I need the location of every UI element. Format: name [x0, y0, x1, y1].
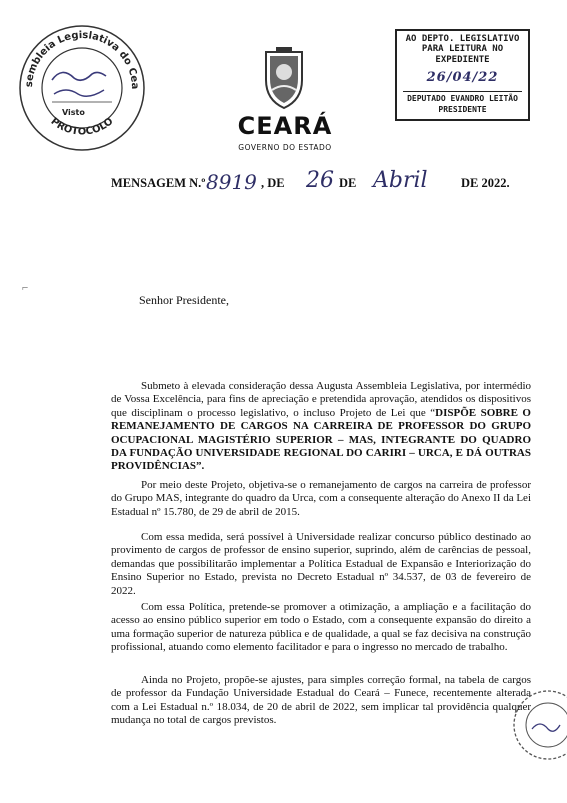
- greeting: Senhor Presidente,: [139, 293, 229, 307]
- brand-logo-text: CEARÁ: [237, 112, 333, 140]
- svg-text:PROTOCOLO: [49, 116, 116, 138]
- paragraph-1-end: ”.: [195, 460, 205, 473]
- paragraph-3: Com essa medida, será possível à Universidade realizar concurso público destinado ao provimento de cargos de professor de ensino superior, suprindo, além de carências de pessoal, demandas que possibilitarão implementar a Política Estadual de Expansão e Interiorização do Ensino Superior no Estado, prevista no Decreto Estadual nº 34.537, de 03 de fevereiro de 2022.: [111, 531, 531, 597]
- message-de-2: DE: [339, 176, 357, 190]
- message-label: MENSAGEM N.º: [111, 176, 206, 190]
- state-crest-icon: [262, 46, 306, 110]
- dispatch-stamp-date: 26/04/22: [426, 70, 499, 86]
- protocol-stamp: [16, 22, 148, 154]
- bill-title: DISPÕE SOBRE O REMANEJAMENTO DE CARGOS NA CARREIRA DE PROFESSOR DO GRUPO OCUPACIONAL MAGISTÉRIO SUPERIOR – MAS, INTEGRANTE DO QUADRO DA FUNDAÇÃO UNIVERSIDADE REGIONAL DO CARIRI – URCA, E DÁ OUTRAS PROVIDÊNCIAS: [111, 406, 531, 473]
- message-de-1: , DE: [261, 176, 285, 190]
- dispatch-stamp-line3: DEPUTADO EVANDRO LEITÃO: [407, 93, 518, 103]
- message-line: [111, 170, 531, 200]
- dispatch-stamp-line1: AO DEPTO. LEGISLATIVO: [405, 34, 520, 44]
- stamp-ring-bottom-text: PROTOCOLO: [48, 115, 116, 138]
- dispatch-stamp-line4: PRESIDENTE: [438, 105, 487, 115]
- brand-subtitle: GOVERNO DO ESTADO: [238, 143, 332, 152]
- signature-line: [403, 91, 522, 92]
- rubric-seal-icon: [498, 685, 567, 765]
- paragraph-1-text: Submeto à elevada consideração dessa Augusta Assembleia Legislativa, por intermédio de Vossa Excelência, para fins de apreciação e pretendida aprovação, atendidos os dispositivos que disciplinam o processo legislativo, o incluso Projeto de Lei que “: [111, 380, 531, 419]
- paragraph-5: Ainda no Projeto, propõe-se ajustes, para simples correção formal, na tabela de cargos de professor da Fundação Universidade Estadual do Ceará – Funece, recentemente alterada com a Lei Estadual n.º 18.034, de 20 de abril de 2022, sem implicar tal providência qualquer mudança no total de cargos previstos.: [111, 674, 531, 727]
- paragraph-2: Por meio deste Projeto, objetiva-se o remanejamento de cargos na carreira de professor do Grupo MAS, integrante do quadro da Urca, com a consequente alteração do Anexo II da Lei Estadual nº 15.780, de 29 de abril de 2015.: [111, 479, 531, 518]
- stamp-ring-top-text: sembleia Legislativa do Cea: [23, 29, 141, 90]
- message-day: 26: [306, 168, 334, 193]
- paragraph-4: Com essa Política, pretende-se promover a otimização, a ampliação e a facilitação do acesso ao ensino público superior em todo o Estado, com a consequente expansão do direito a uma formação superior de natureza pública e de qualidade, a qual se faz decisiva na construção profissional, atuando como elemento facilitador e para o ingresso no mercado de trabalho.: [111, 601, 531, 654]
- message-year: DE 2022.: [461, 176, 510, 190]
- message-number: 8919: [206, 170, 257, 194]
- paragraph-1: [111, 380, 531, 474]
- margin-mark: ⌐: [22, 282, 29, 294]
- dispatch-stamp: [395, 29, 530, 121]
- stamp-ring-icon: [16, 22, 148, 154]
- message-month: Abril: [373, 168, 428, 193]
- stamp-visto-label: Visto: [62, 108, 85, 117]
- dispatch-stamp-line2: PARA LEITURA NO EXPEDIENTE: [421, 44, 504, 65]
